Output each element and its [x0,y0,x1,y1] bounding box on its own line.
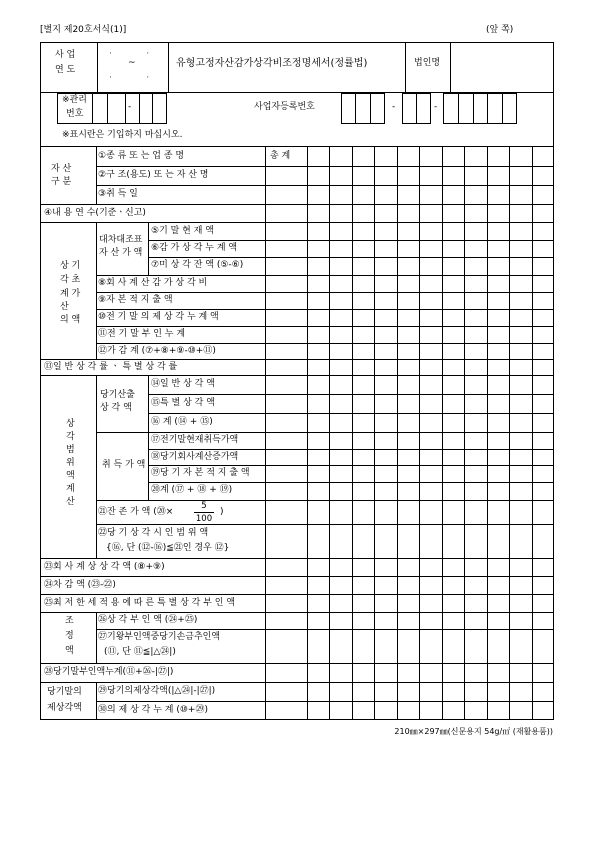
row-label-6: ⑥감 가 상 각 누 계 액 [151,243,238,253]
column-line [352,146,353,720]
label-divider [96,682,97,720]
biz-reg-field-1[interactable] [341,93,385,124]
column-line [374,146,375,720]
limit-label: 각 [66,432,75,442]
label-divider [96,612,97,663]
row-line [40,375,554,376]
row-line [96,309,554,310]
limit-label: 범 [66,445,75,455]
row-label-2: ②구 조(용도) 또 는 자 산 명 [98,170,209,180]
label-divider [96,146,97,204]
column-line [265,146,266,720]
depr-base-label: 계 가 [60,289,81,299]
row-label-29: ㉙당기의제상각액(|△㉔|-|㉗|) [98,686,216,696]
header-divider [97,42,98,92]
management-number-label: 번호 [66,109,84,119]
row-line [96,432,554,433]
row-label-27: ㉗기왕부인액중당기손금추인액 [98,632,221,642]
row-line [148,257,554,258]
limit-label: 상 [66,419,75,429]
column-line [532,146,533,720]
dash: - [434,102,438,112]
fraction-denominator: 100 [195,514,213,524]
field-divider [458,93,459,124]
row-label-4: ④내 용 연 수(기준ㆍ신고) [44,208,146,218]
row-line [40,663,554,664]
adjustment-label: 조 [65,616,74,626]
column-line [397,146,398,720]
row-label-21: ㉑잔 존 가 액 (⑳× [98,507,174,517]
management-number-label: ※관리 [62,95,87,105]
row-line [96,524,554,525]
row-line [148,394,554,395]
row-label-11: ⑪전 기 말 부 인 누 계 [98,329,186,339]
field-divider [416,93,417,124]
column-line [419,146,420,720]
dash: - [392,102,396,112]
total-label: 총 계 [270,151,291,161]
row-label-20: ⑳계 (⑰ + ⑱ + ⑲) [151,485,233,495]
row-label-17: ⑰전기말현재취득가액 [151,435,239,445]
limit-label: 산 [66,497,75,507]
computed-depr-label: 상 각 액 [100,403,132,413]
header-divider [405,42,406,92]
depr-base-label: 각 초 [60,275,81,285]
field-divider [107,93,108,124]
row-line [40,612,554,613]
row-label-26: ㉖상 각 부 인 액 (㉔+㉕) [98,615,198,625]
row-label-12: ⑫가 감 계 (⑦+⑧+⑨-⑩+⑪) [98,346,216,356]
row-label-8: ⑧회 사 계 산 감 가 상 각 비 [98,278,208,288]
label-divider [148,375,149,500]
row-label-16: ⑯ 계 (⑭ + ⑮) [151,417,213,427]
row-label-19: ⑲당 기 자 본 적 지 출 액 [151,468,250,478]
field-divider [473,93,474,124]
row-line [148,465,554,466]
row-line [40,359,554,360]
row-label-13: ⑬일 반 상 각 률 ㆍ 특 별 상 각 률 [44,362,178,372]
adjustment-label: 액 [65,646,74,656]
column-line [307,146,308,720]
row-label-25: ㉕최 저 한 세 적 용 에 따 른 특 별 상 각 부 인 액 [44,598,236,608]
row-label-10: ⑩전 기 말 의 제 상 각 누 계 액 [98,312,219,322]
adjustment-label: 정 [65,631,74,641]
balance-sheet-label: 자 산 가 액 [99,248,143,258]
column-line [464,146,465,720]
row-line [96,343,554,344]
header-divider [168,42,169,92]
field-divider [152,93,153,124]
row-label-24: ㉔차 감 액 (㉓-㉒) [44,580,116,590]
depr-base-label: 의 액 [60,315,81,325]
row-label-22-note: {⑯, 단 (⑫-⑯)≦㉑인 경우 ⑫} [106,543,230,553]
field-divider [502,93,503,124]
row-line [148,449,554,450]
row-label-9: ⑨자 본 적 지 출 액 [98,295,173,305]
row-line [96,292,554,293]
biz-reg-label: 사업자등록번호 [254,102,315,112]
row-label-23: ㉓회 사 계 상 상 각 액 (⑧+⑨) [44,562,165,572]
business-year-label: 사 업 [55,50,76,60]
column-line [442,146,443,720]
notice-text: ※표시란은 기입하지 마십시오. [62,130,183,140]
balance-sheet-label: 대차대조표 [99,235,143,245]
row-line [96,500,554,501]
column-line [329,146,330,720]
fraction-bar [194,512,214,513]
business-year-label: 연 도 [55,65,76,75]
row-line [96,629,554,630]
label-divider [96,375,97,558]
row-label-30: ㉚의 제 상 각 누 계 (⑩+㉙) [98,705,208,715]
field-divider [125,93,126,124]
fraction-numerator: 5 [201,501,207,511]
row-label-27-note: (⑪, 단 ⑪≦|△㉔|) [104,647,176,657]
row-label-7: ⑦미 상 각 잔 액 (⑤-⑥) [151,260,244,270]
depr-base-label: 산 [60,302,69,312]
biz-reg-field-3[interactable] [443,93,517,124]
row-line [148,413,554,414]
row-label-5: ⑤기 말 현 재 액 [151,226,214,236]
limit-label: 계 [66,484,75,494]
field-divider [92,93,93,124]
row-label-3: ③취 득 일 [98,189,138,199]
label-divider [148,222,149,275]
limit-label: 액 [66,471,75,481]
corp-name-label: 법인명 [414,58,441,68]
label-divider [96,222,97,359]
row-line [40,576,554,577]
divider [40,146,554,147]
row-label-28: ㉘당기말부인액누계(⑪+㉖-|㉗|) [44,667,174,677]
row-label-15: ⑮특 별 상 각 액 [151,398,215,408]
column-line [509,146,510,720]
form-number-label: [별지 제20호서식(1)] [40,25,127,35]
row-line [96,701,554,702]
column-line [487,146,488,720]
row-line [40,682,554,683]
computed-depr-label: 당기산출 [100,390,135,400]
field-divider [355,93,356,124]
limit-label: 위 [66,458,75,468]
row-line [96,166,554,167]
row-line [148,240,554,241]
period-dots: · · [109,73,150,83]
period-tilde: ~ [128,58,136,68]
row-line [96,275,554,276]
row-line [40,558,554,559]
row-line [148,482,554,483]
row-label-18: ⑱당기회사계산증가액 [151,452,239,462]
depr-base-label: 상 기 [60,261,81,271]
page-side-label: (앞 쪽) [486,25,514,35]
row-line [40,204,554,205]
asset-class-label: 자 산 [51,164,72,174]
row-line [40,222,554,223]
deemed-depr-label: 당기말의 [47,687,82,697]
paper-spec-footer: 210㎜×297㎜(신문용지 54g/㎡ (재활용품)) [394,727,553,736]
row-label-14: ⑭일 반 상 각 액 [151,379,215,389]
deemed-depr-label: 제상각액 [47,703,82,713]
row-line [40,594,554,595]
dash: - [128,102,132,112]
field-divider [487,93,488,124]
acquisition-cost-label: 취 득 가 액 [102,460,146,470]
field-divider [139,93,140,124]
page-title: 유형고정자산감가상각비조정명세서(정률법) [176,58,368,69]
row-line [96,326,554,327]
row-label-22: ㉒당 기 상 각 시 인 범 위 액 [98,528,209,538]
asset-class-label: 구 분 [51,177,72,187]
field-divider [370,93,371,124]
row-line [96,185,554,186]
period-dots: · · [109,49,150,59]
row-label-1: ①종 류 또 는 업 종 명 [98,151,185,161]
row-label-21-close: ) [220,507,224,517]
header-divider [450,42,451,92]
